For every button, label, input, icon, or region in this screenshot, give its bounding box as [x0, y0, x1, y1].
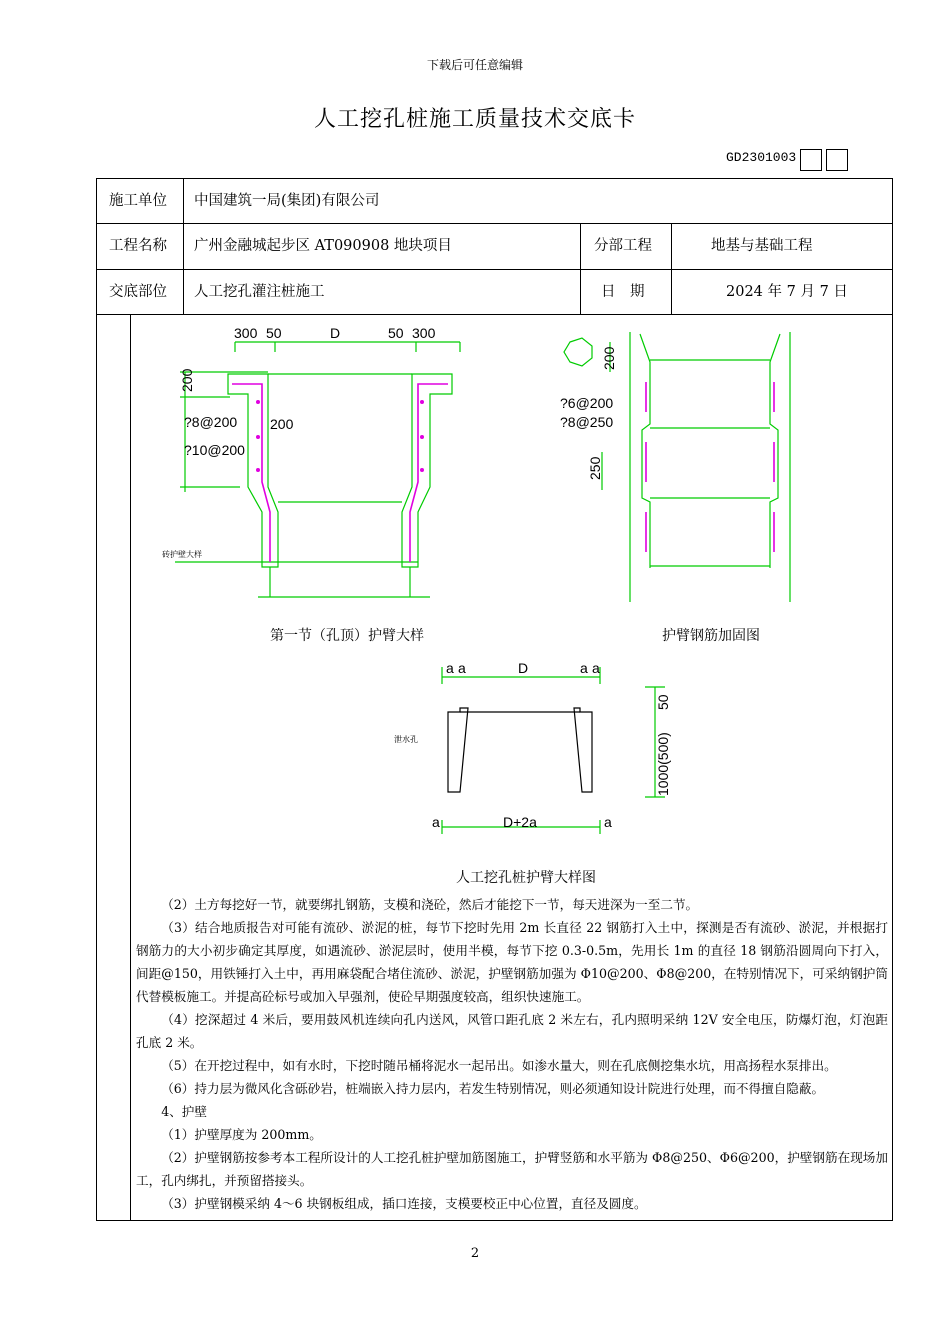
- paragraph: （6）持力层为微风化含砾砂岩，桩端嵌入持力层内，若发生特别情况，则必须通知设计院进行处理，而不得擅自隐蔽。: [161, 1081, 825, 1096]
- paragraph: （2）护壁钢筋按参考本工程所设计的人工挖孔桩护壁加筋图施工，护臂竖筋和水平筋为 Φ8@250、Φ6@200，护壁钢筋在现场加工，孔内绑扎，并预留搭接头。: [136, 1150, 888, 1188]
- value-project: 广州金融城起步区 AT090908 地块项目: [194, 238, 452, 254]
- paragraph: （3）护壁钢模采纳 4～6 块钢板组成，插口连接，支模要校正中心位置，直径及圆度。: [161, 1196, 647, 1211]
- paragraph: （2）土方每挖好一节，就要绑扎钢筋，支模和浇砼，然后才能挖下一节，每天进深为一至二节。: [161, 897, 699, 912]
- fig1-caption: 第一节（孔顶）护臂大样: [270, 627, 424, 643]
- label-project: 工程名称: [109, 238, 167, 254]
- fig2-rebar-label-2: ?8@250: [560, 414, 614, 430]
- label-subproject: 分部工程: [594, 238, 652, 254]
- value-unit: 中国建筑一局(集团)有限公司: [194, 193, 380, 209]
- fig2-dim-200: 200: [601, 346, 617, 370]
- fig3-drawing: [442, 667, 665, 834]
- fig3-dim-a-bottom-left: a: [432, 814, 440, 830]
- paragraph: （3）结合地质报告对可能有流砂、淤泥的桩，每节下挖时先用 2m 长直径 22 钢筋打入土中，探测是否有流砂、淤泥，并根据打钢筋力的大小初步确定其厚度，如遇流砂、淤泥层时，使用半模，每节下挖 0.3-0.5m，先用长 1m 的直径 18 钢筋沿圆周向下打入，间距@150，用铁锤打入土中，再用麻袋配合堵住流砂、淤泥，护壁钢筋加强为 Φ10@200、Φ8@200，在特别情况下，可采纳钢护筒代替模板施工。并提高砼标号或加入早强剂，使砼早期强度较高，组织快速施工。: [136, 920, 888, 1004]
- section-heading: 4、护壁: [161, 1104, 207, 1119]
- fig3-dim-50: 50: [655, 694, 671, 710]
- fig1-dim-300-left: 300: [234, 325, 258, 341]
- fig3-dim-a-3: a: [580, 660, 588, 676]
- fig1-dim-50-left: 50: [266, 325, 282, 341]
- fig3-dim-a-2: a: [458, 660, 466, 676]
- fig2-labels: [560, 346, 760, 643]
- body-text: [136, 893, 888, 1215]
- pile-drawings: [130, 312, 890, 892]
- fig3-dim-a-bottom-right: a: [604, 814, 612, 830]
- value-location: 人工挖孔灌注桩施工: [194, 284, 325, 300]
- doc-code: GD2301003: [726, 150, 797, 165]
- fig1-dim-d: D: [330, 325, 341, 341]
- code-box-1: [800, 149, 822, 171]
- fig1-dim-50-right: 50: [388, 325, 404, 341]
- fig3-dim-a-1: a: [446, 660, 454, 676]
- paragraph: （4）挖深超过 4 米后，要用鼓风机连续向孔内送风，风管口距孔底 2 米左右，孔内照明采纳 12V 安全电压，防爆灯泡，灯泡距孔底 2 米。: [136, 1012, 888, 1050]
- value-date: 2024 年 7 月 7 日: [726, 284, 848, 300]
- label-location: 交底部位: [109, 284, 167, 300]
- page-title: 人工挖孔桩施工质量技术交底卡: [313, 107, 636, 132]
- value-subproject: 地基与基础工程: [711, 238, 813, 254]
- code-box-2: [826, 149, 848, 171]
- fig1-labels: [162, 325, 436, 643]
- paragraph: （5）在开挖过程中，如有水时，下挖时随吊桶将泥水一起吊出。如渗水量大，则在孔底侧挖集水坑，用高扬程水泵排出。: [161, 1058, 837, 1073]
- fig1-rebar: [232, 384, 448, 562]
- fig3-labels: [394, 660, 671, 885]
- label-date: 日 期: [601, 284, 645, 300]
- fig1-dim-300-right: 300: [412, 325, 436, 341]
- fig1-dim-200: 200: [270, 416, 294, 432]
- header-note: 下载后可任意编辑: [426, 58, 523, 72]
- page-number: 2: [470, 1246, 480, 1261]
- fig2-caption: 护臂钢筋加固图: [662, 627, 760, 643]
- fig3-note: 泄水孔: [394, 735, 418, 744]
- fig1-note: 砖护壁大样: [162, 550, 202, 559]
- fig2-dim-250: 250: [587, 456, 603, 480]
- fig3-dim-d: D: [518, 660, 529, 676]
- paragraph: （1）护壁厚度为 200mm。: [161, 1127, 322, 1142]
- fig3-dim-d2a: D+2a: [503, 814, 537, 830]
- fig3-dim-1000: 1000(500): [655, 732, 671, 796]
- fig2-rebar-label-1: ?6@200: [560, 395, 614, 411]
- label-unit: 施工单位: [109, 193, 167, 209]
- fig1-rebar-label-1: ?8@200: [184, 414, 238, 430]
- fig1-dim-200-vert: 200: [179, 368, 195, 392]
- fig3-dim-a-4: a: [592, 660, 600, 676]
- fig1-rebar-label-2: ?10@200: [184, 442, 245, 458]
- fig3-caption: 人工挖孔桩护臂大样图: [456, 869, 596, 885]
